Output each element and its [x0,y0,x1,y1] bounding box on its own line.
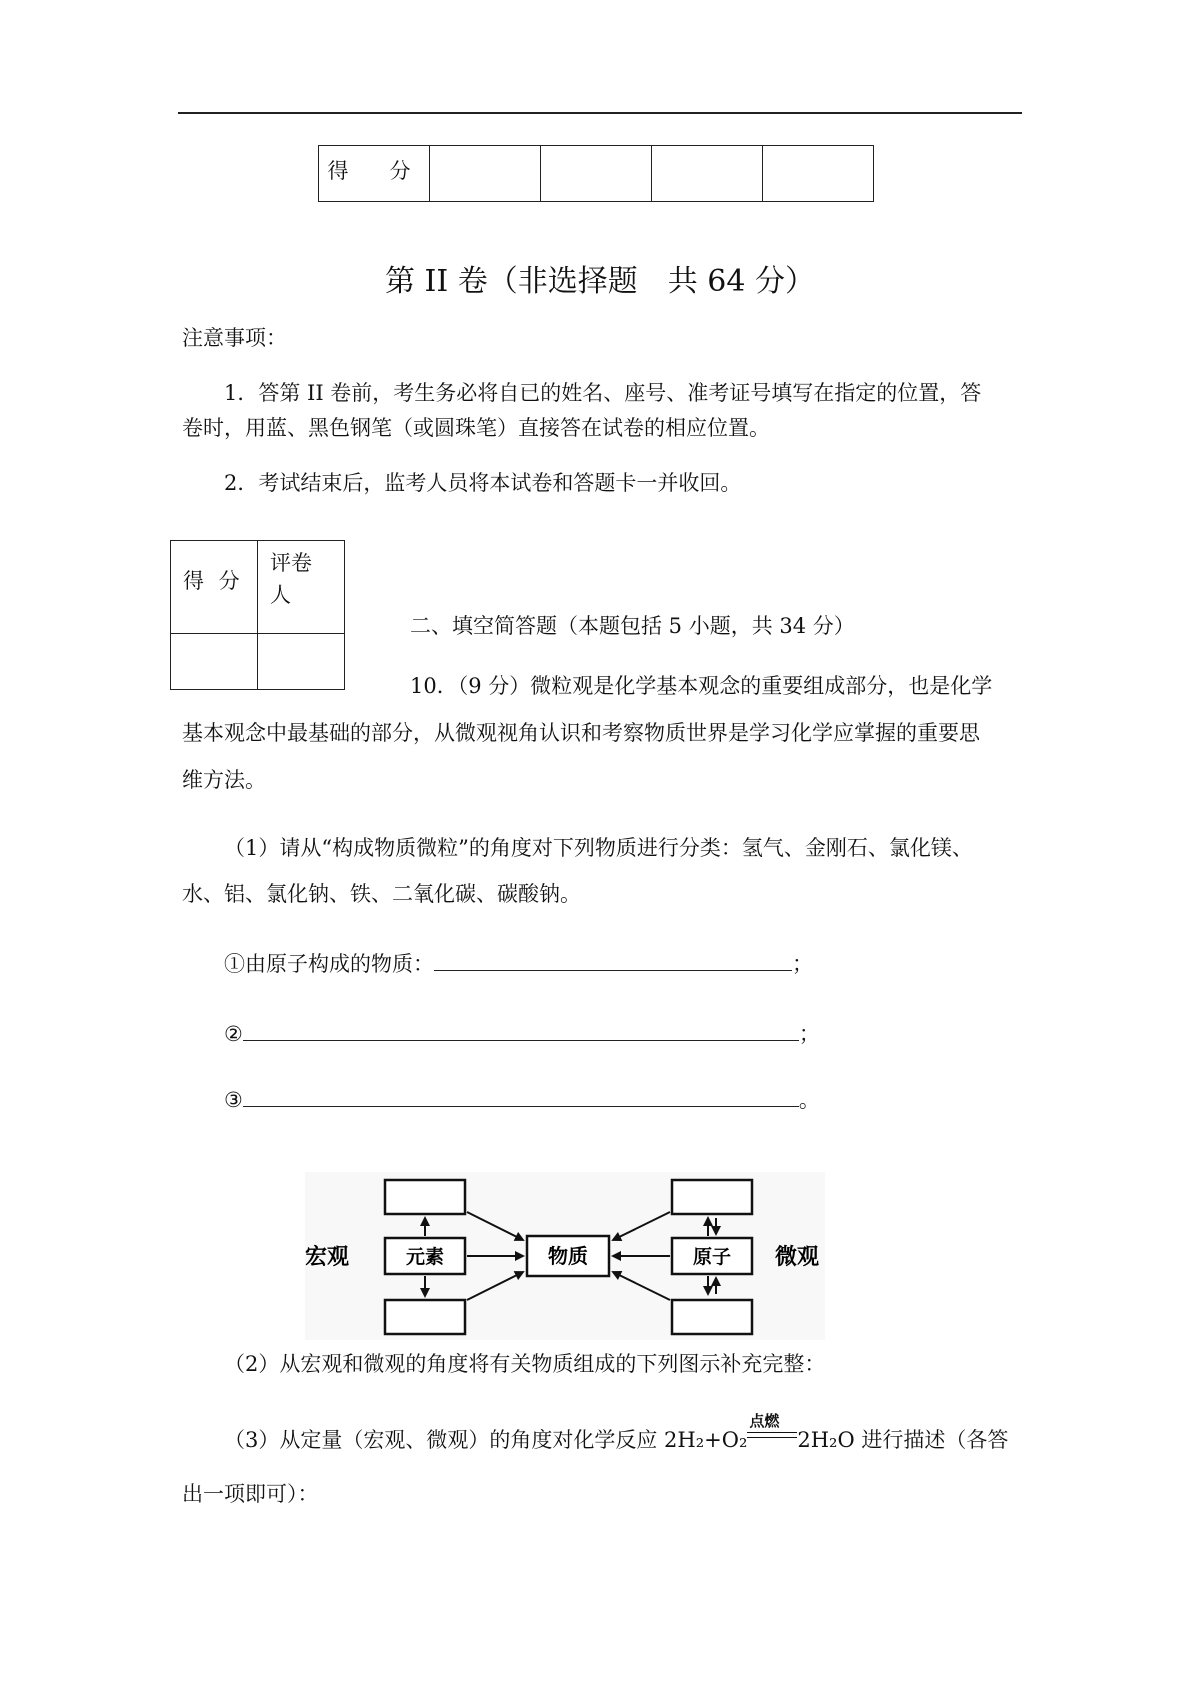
reaction-condition-equals [747,1412,797,1447]
blank-1-label: ①由原子构成的物质： [224,952,434,976]
answer-blank-3[interactable] [243,1082,799,1107]
score-cell[interactable] [763,146,874,202]
element-box-label: 元素 [405,1246,445,1268]
micro-blank-bottom[interactable] [672,1300,752,1334]
macro-blank-bottom[interactable] [385,1300,465,1334]
section-title: 第 II 卷（非选择题 共 64 分） [384,264,816,299]
score-table [318,145,874,202]
notice-heading: 注意事项： [182,326,287,350]
grader-score-label: 得 分 [171,541,258,634]
q10-line-3: 维方法。 [182,768,266,792]
answer-blank-2[interactable] [243,1016,799,1041]
notice-item-1-line-1: 1．答第 II 卷前，考生务必将自已的姓名、座号、准考证号填写在指定的位置，答 [224,381,982,405]
score-cell[interactable] [652,146,763,202]
grader-score-cell[interactable] [171,634,258,690]
micro-blank-top[interactable] [672,1180,752,1214]
q10-sub3-line-1 [224,1412,1009,1458]
grader-name-cell[interactable] [258,634,345,690]
blank-2-row [224,1016,820,1052]
macro-label: 宏观 [305,1245,350,1270]
reaction-condition: 点燃 [749,1412,780,1430]
notice-item-1-line-2: 卷时，用蓝、黑色钢笔（或圆珠笔）直接答在试卷的相应位置。 [182,416,770,440]
notice-item-2: 2．考试结束后，监考人员将本试卷和答题卡一并收回。 [224,471,742,495]
blank-3-end: 。 [798,1088,820,1112]
score-cell[interactable] [541,146,652,202]
q10-sub1-line-1: （1）请从“构成物质微粒”的角度对下列物质进行分类：氢气、金刚石、氯化镁、 [224,836,973,860]
blank-3-row [224,1082,820,1118]
grader-table [170,540,345,690]
q10-sub2: （2）从宏观和微观的角度将有关物质组成的下列图示补充完整： [224,1352,826,1376]
blank-1-row [224,946,813,982]
answer-blank-1[interactable] [434,946,792,971]
q10-sub3-line-2: 出一项即可）： [182,1482,319,1506]
macro-micro-diagram [305,1172,825,1340]
sub3-text-before: （3）从定量（宏观、微观）的角度对化学反应 2H₂+O₂ [224,1428,748,1452]
q10-line-1: 10．（9 分）微粒观是化学基本观念的重要组成部分，也是化学 [410,674,993,698]
macro-blank-top[interactable] [385,1180,465,1214]
sub3-text-after: 2H₂O 进行描述（各答 [797,1428,1009,1452]
part2-heading: 二、填空简答题（本题包括 5 小题，共 34 分） [410,614,855,638]
substance-box-label: 物质 [548,1244,588,1268]
atom-box-label: 原子 [692,1246,732,1268]
blank-2-label: ② [224,1022,243,1046]
q10-line-2: 基本观念中最基础的部分，从微观视角认识和考察物质世界是学习化学应掌握的重要思 [182,721,980,745]
score-label-cell: 得 分 [319,146,430,202]
blank-2-end: ； [798,1022,820,1046]
header-rule [178,112,1022,114]
q10-sub1-line-2: 水、铝、氯化钠、铁、二氧化碳、碳酸钠。 [182,882,581,906]
blank-1-end: ； [792,952,813,976]
blank-3-label: ③ [224,1088,243,1112]
micro-label: 微观 [775,1245,820,1270]
grader-name-label: 评卷 人 [258,541,345,634]
score-cell[interactable] [430,146,541,202]
